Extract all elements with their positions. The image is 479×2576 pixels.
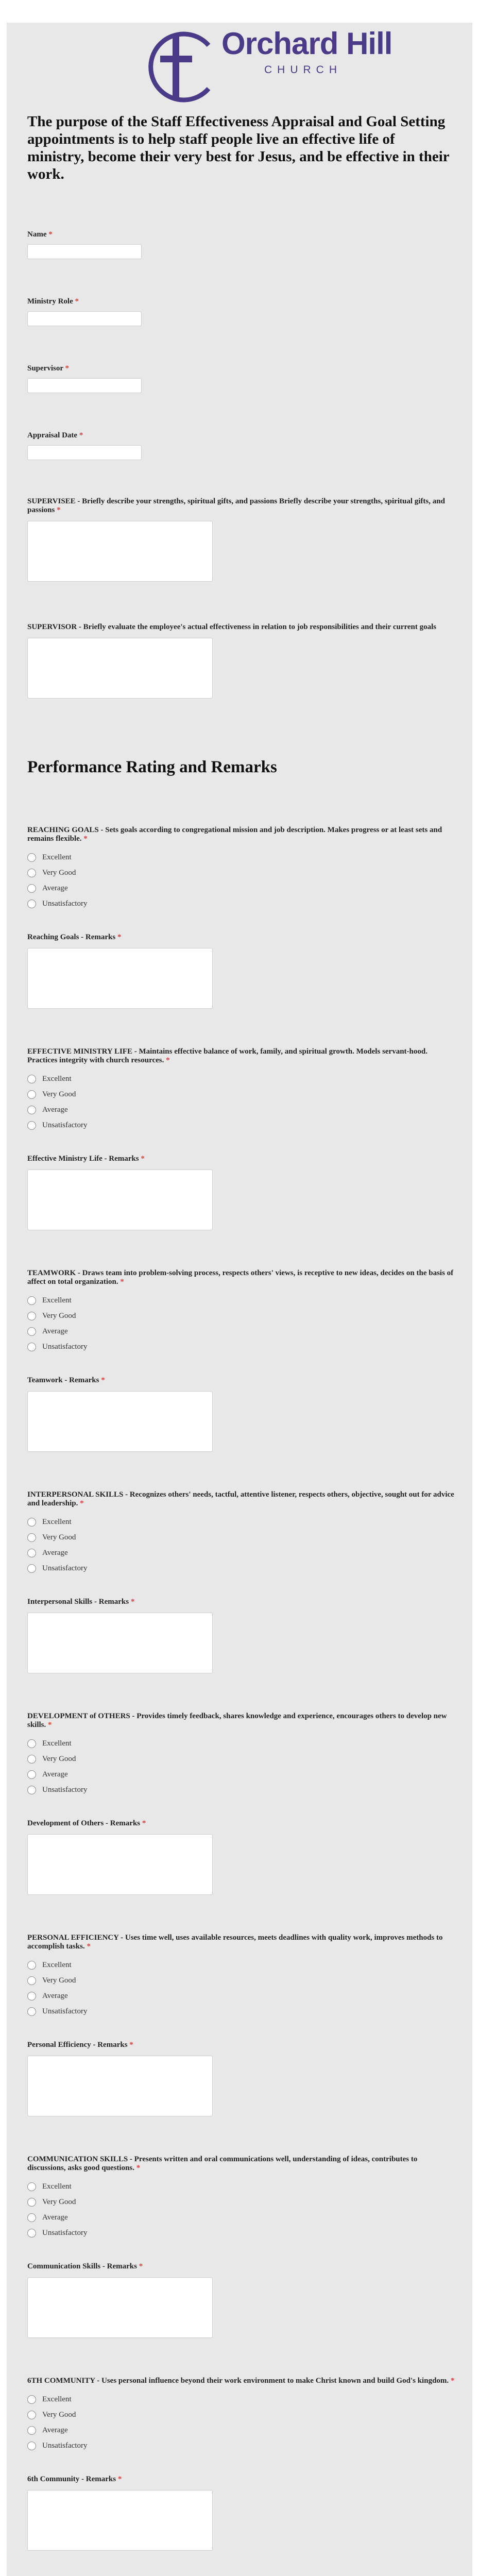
remarks-field <box>27 1598 452 1673</box>
rating-question <box>27 1934 452 2019</box>
radio-option[interactable] <box>27 2422 452 2438</box>
radio-option[interactable] <box>27 1545 452 1561</box>
option-label: Average <box>42 1105 68 1114</box>
remarks-textarea[interactable] <box>27 948 213 1009</box>
rating-options <box>27 2392 452 2453</box>
rating-question-label: INTERPERSONAL SKILLS - Recognizes others' needs, tactful, attentive listener, respects others, objective, sought out for advice and leadership. <box>27 1490 454 1507</box>
radio-button[interactable] <box>27 1739 36 1748</box>
option-label: Unsatisfactory <box>42 2007 88 2015</box>
radio-button[interactable] <box>27 2442 36 2450</box>
radio-option[interactable] <box>27 2179 452 2194</box>
logo-subtitle: CHURCH <box>264 64 342 76</box>
radio-option[interactable] <box>27 1530 452 1545</box>
radio-button[interactable] <box>27 1992 36 2001</box>
radio-button[interactable] <box>27 1075 36 1083</box>
remarks-textarea[interactable] <box>27 2056 213 2116</box>
option-label: Excellent <box>42 1517 72 1526</box>
supervisor-eval-textarea[interactable] <box>27 638 213 699</box>
radio-option[interactable] <box>27 2210 452 2225</box>
appraisal-date-input[interactable] <box>27 445 142 460</box>
supervisee-label: SUPERVISEE - Briefly describe your strengths, spiritual gifts, and passions Briefly describe your strengths, spiritual gifts, and passions <box>27 497 445 514</box>
option-label: Average <box>42 2213 68 2222</box>
remarks-label: Personal Efficiency - Remarks <box>27 2041 128 2049</box>
required-mark: * <box>142 1819 146 1827</box>
radio-button[interactable] <box>27 1770 36 1779</box>
radio-option[interactable] <box>27 1117 452 1133</box>
remarks-label: 6th Community - Remarks <box>27 2475 116 2483</box>
required-mark: * <box>48 1721 52 1729</box>
radio-button[interactable] <box>27 900 36 908</box>
rating-question-label: 6TH COMMUNITY - Uses personal influence beyond their work environment to make Christ known and build God's kingdom. <box>27 2377 449 2385</box>
radio-option[interactable] <box>27 2407 452 2422</box>
option-label: Average <box>42 1770 68 1778</box>
radio-option[interactable] <box>27 1324 452 1339</box>
ministry-role-field <box>27 297 452 326</box>
rating-question-label: REACHING GOALS - Sets goals according to congregational mission and job description. Makes progress or at least sets and remains flexible. <box>27 826 442 843</box>
rating-question <box>27 1047 452 1133</box>
remarks-label: Communication Skills - Remarks <box>27 2262 137 2270</box>
cross-icon <box>131 26 221 108</box>
name-input[interactable] <box>27 244 142 259</box>
remarks-label: Teamwork - Remarks <box>27 1376 99 1384</box>
radio-button[interactable] <box>27 1755 36 1764</box>
radio-button[interactable] <box>27 1786 36 1794</box>
remarks-field <box>27 1376 452 1452</box>
radio-button[interactable] <box>27 2411 36 2419</box>
radio-button[interactable] <box>27 853 36 862</box>
intro-text: The purpose of the Staff Effectiveness Appraisal and Goal Setting appointments is to help staff people live an effective life of ministry, become their very best for Jesus, and be effective in their work. <box>27 113 450 182</box>
remarks-field <box>27 2475 452 2551</box>
radio-option[interactable] <box>27 1514 452 1530</box>
required-mark: * <box>117 933 122 941</box>
remarks-textarea[interactable] <box>27 1834 213 1895</box>
remarks-textarea[interactable] <box>27 2490 213 2551</box>
radio-option[interactable] <box>27 2225 452 2241</box>
form-card <box>7 23 472 2576</box>
radio-button[interactable] <box>27 2182 36 2191</box>
radio-option[interactable] <box>27 880 452 896</box>
radio-button[interactable] <box>27 2007 36 2016</box>
remarks-textarea[interactable] <box>27 1391 213 1452</box>
radio-button[interactable] <box>27 2229 36 2238</box>
radio-button[interactable] <box>27 2198 36 2207</box>
header <box>27 23 452 113</box>
radio-option[interactable] <box>27 1071 452 1087</box>
required-mark: * <box>136 2164 141 2172</box>
supervisor-field <box>27 364 452 393</box>
required-mark: * <box>79 431 83 439</box>
required-mark: * <box>139 2262 143 2270</box>
option-label: Very Good <box>42 2197 76 2206</box>
required-mark: * <box>120 1278 124 1286</box>
name-label: Name <box>27 230 47 239</box>
required-mark: * <box>87 1942 91 1951</box>
rating-question <box>27 826 452 911</box>
required-mark: * <box>129 2041 133 2049</box>
radio-option[interactable] <box>27 1751 452 1767</box>
required-mark: * <box>75 297 79 306</box>
option-label: Very Good <box>42 1090 76 1098</box>
radio-option[interactable] <box>27 1087 452 1102</box>
radio-option[interactable] <box>27 1308 452 1324</box>
radio-button[interactable] <box>27 1296 36 1305</box>
option-label: Very Good <box>42 1754 76 1763</box>
option-label: Unsatisfactory <box>42 1342 88 1351</box>
name-field <box>27 230 452 259</box>
supervisee-textarea[interactable] <box>27 521 213 582</box>
radio-button[interactable] <box>27 1533 36 1542</box>
required-mark: * <box>80 1499 84 1507</box>
option-label: Average <box>42 1548 68 1557</box>
remarks-field <box>27 2262 452 2338</box>
radio-option[interactable] <box>27 2392 452 2407</box>
required-mark: * <box>101 1376 105 1384</box>
rating-question-label: DEVELOPMENT of OTHERS - Provides timely feedback, shares knowledge and experience, encourages others to develop new skills. <box>27 1712 447 1729</box>
option-label: Average <box>42 884 68 892</box>
radio-option[interactable] <box>27 1957 452 1973</box>
radio-option[interactable] <box>27 2438 452 2453</box>
option-label: Excellent <box>42 1296 72 1304</box>
option-label: Excellent <box>42 1074 72 1083</box>
option-label: Very Good <box>42 1311 76 1320</box>
remarks-field <box>27 1155 452 1230</box>
remarks-textarea[interactable] <box>27 2277 213 2338</box>
radio-option[interactable] <box>27 1293 452 1308</box>
ministry-role-label: Ministry Role <box>27 297 73 306</box>
radio-option[interactable] <box>27 1102 452 1117</box>
radio-button[interactable] <box>27 1549 36 1557</box>
radio-button[interactable] <box>27 1564 36 1573</box>
appraisal-date-field <box>27 431 452 460</box>
supervisor-input[interactable] <box>27 378 142 393</box>
required-mark: * <box>83 835 88 843</box>
required-mark: * <box>65 364 69 372</box>
option-label: Average <box>42 1991 68 2000</box>
rating-options <box>27 1293 452 1354</box>
option-label: Very Good <box>42 1976 76 1985</box>
rating-options <box>27 1071 452 1133</box>
required-mark: * <box>117 2475 122 2483</box>
radio-button[interactable] <box>27 1106 36 1114</box>
rating-question <box>27 2377 455 2453</box>
radio-button[interactable] <box>27 1327 36 1336</box>
radio-button[interactable] <box>27 1343 36 1351</box>
radio-option[interactable] <box>27 1339 452 1354</box>
remarks-field <box>27 1819 452 1895</box>
rating-options <box>27 850 452 911</box>
radio-button[interactable] <box>27 1312 36 1320</box>
rating-question-label: EFFECTIVE MINISTRY LIFE - Maintains effective balance of work, family, and spiritual growth. Models servant-hood. Practices integrity with church resources. <box>27 1047 427 1064</box>
option-label: Average <box>42 1327 68 1335</box>
option-label: Very Good <box>42 868 76 877</box>
radio-option[interactable] <box>27 1782 452 1798</box>
option-label: Excellent <box>42 1739 72 1748</box>
ministry-role-input[interactable] <box>27 311 142 326</box>
radio-option[interactable] <box>27 1561 452 1576</box>
option-label: Unsatisfactory <box>42 899 88 908</box>
radio-button[interactable] <box>27 1090 36 1099</box>
supervisee-field <box>27 497 452 582</box>
option-label: Very Good <box>42 2410 76 2419</box>
required-mark: * <box>57 506 61 514</box>
required-mark: * <box>141 1155 145 1163</box>
required-mark: * <box>48 230 53 239</box>
rating-question <box>27 1490 452 1576</box>
radio-option[interactable] <box>27 1988 452 2004</box>
option-label: Unsatisfactory <box>42 1785 88 1794</box>
radio-option[interactable] <box>27 1736 452 1751</box>
supervisor-eval-field <box>27 623 452 699</box>
rating-question <box>27 1269 452 1354</box>
remarks-label: Development of Others - Remarks <box>27 1819 141 1827</box>
required-mark: * <box>130 1598 135 1606</box>
required-mark: * <box>166 1056 170 1064</box>
rating-options <box>27 2179 452 2241</box>
option-label: Excellent <box>42 1960 72 1969</box>
option-label: Unsatisfactory <box>42 2441 88 2450</box>
logo-title: Orchard Hill <box>221 26 392 61</box>
radio-button[interactable] <box>27 869 36 877</box>
remarks-label: Interpersonal Skills - Remarks <box>27 1598 129 1606</box>
rating-question-label: PERSONAL EFFICIENCY - Uses time well, uses available resources, meets deadlines with quality work, improves methods to accomplish tasks. <box>27 1934 443 1951</box>
radio-button[interactable] <box>27 1961 36 1970</box>
required-mark: * <box>450 2377 455 2385</box>
rating-question <box>27 2155 452 2241</box>
remarks-label: Effective Ministry Life - Remarks <box>27 1155 139 1163</box>
radio-option[interactable] <box>27 1767 452 1782</box>
radio-option[interactable] <box>27 1973 452 1988</box>
radio-option[interactable] <box>27 2004 452 2019</box>
rating-question <box>27 1712 452 1798</box>
radio-button[interactable] <box>27 1121 36 1130</box>
option-label: Unsatisfactory <box>42 2228 88 2237</box>
rating-question-label: COMMUNICATION SKILLS - Presents written and oral communications well, understanding of ideas, contributes to discussions, asks good questions. <box>27 2155 418 2172</box>
radio-option[interactable] <box>27 896 452 911</box>
rating-options <box>27 1957 452 2019</box>
performance-list <box>27 826 455 2576</box>
radio-button[interactable] <box>27 2395 36 2404</box>
remarks-textarea[interactable] <box>27 1613 213 1673</box>
remarks-textarea[interactable] <box>27 1170 213 1230</box>
radio-button[interactable] <box>27 2213 36 2222</box>
performance-title: Performance Rating and Remarks <box>27 758 277 776</box>
radio-button[interactable] <box>27 2426 36 2435</box>
remarks-label: Reaching Goals - Remarks <box>27 933 116 941</box>
option-label: Average <box>42 2426 68 2434</box>
appraisal-date-label: Appraisal Date <box>27 431 78 439</box>
rating-question-label: TEAMWORK - Draws team into problem-solving process, respects others' views, is receptive to new ideas, decides on the basis of affect on total organization. <box>27 1269 454 1286</box>
option-label: Excellent <box>42 2395 72 2403</box>
option-label: Unsatisfactory <box>42 1121 88 1129</box>
supervisor-label: Supervisor <box>27 364 63 372</box>
radio-button[interactable] <box>27 1976 36 1985</box>
option-label: Excellent <box>42 2182 72 2191</box>
radio-button[interactable] <box>27 1518 36 1527</box>
rating-options <box>27 1514 452 1576</box>
remarks-field <box>27 933 452 1009</box>
logo <box>131 26 392 108</box>
rating-options <box>27 1736 452 1798</box>
radio-option[interactable] <box>27 2194 452 2210</box>
option-label: Unsatisfactory <box>42 1564 88 1572</box>
radio-option[interactable] <box>27 850 452 865</box>
supervisor-eval-label: SUPERVISOR - Briefly evaluate the employee's actual effectiveness in relation to job responsibilities and their current goals <box>27 623 437 631</box>
option-label: Excellent <box>42 853 72 861</box>
radio-option[interactable] <box>27 865 452 880</box>
radio-button[interactable] <box>27 884 36 893</box>
remarks-field <box>27 2041 452 2116</box>
option-label: Very Good <box>42 1533 76 1541</box>
